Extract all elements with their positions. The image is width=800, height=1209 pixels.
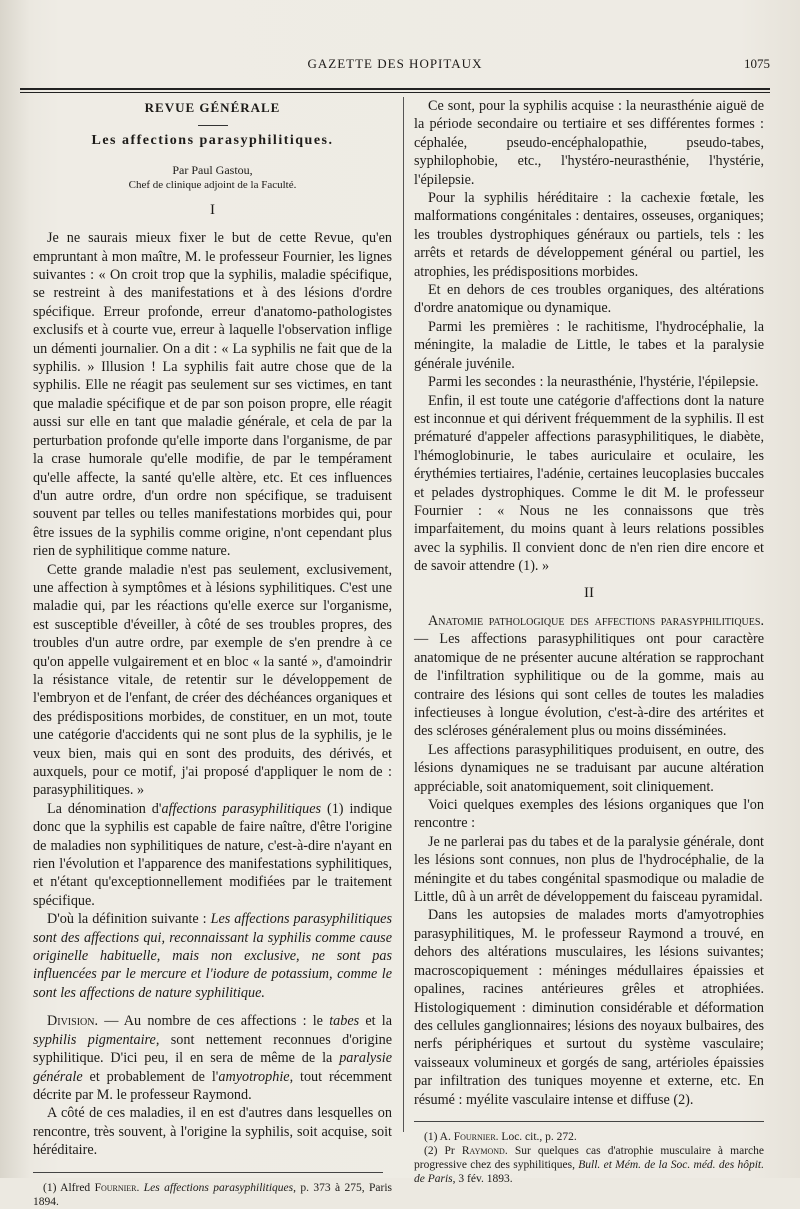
paragraph: Cette grande maladie n'est pas seulement, exclusivement, une affection à symptômes et à lésions syphilitiques. C'est une maladie qui, par les réactions qu'elle exerce sur l'organisme, est susceptible d'éveiller, à côté de ses troubles propres, des troubles d'un autre ordre, par exemple de s'en prendre à ce qu'on appelle vulgairement et en bloc « la santé », d'amoindrir la résistance vitale, de retentir sur le développement de l'embryon et de l'enfant, de créer des déchéances organiques et des prédispositions morbides, de constituer, en un mot, toute une catégorie d'accidents qui ne sont plus de la syphilis, je le veux bien, mais qui en sont des produits, des dérivés, et auxquels, pour ce motif, j'ai proposé d'appliquer le nom de : parasyphilitiques. » [33, 561, 392, 799]
paragraph: Ce sont, pour la syphilis acquise : la neurasthénie aiguë de la période secondaire ou tertiaire et ses différentes formes : céphalée, pseudo-encéphalopathie, pseudo-tabes, syphilophobie, etc., l'hystéro-neurasthénie, l'hystérie, l'épilepsie. [414, 98, 764, 188]
paragraph: Division. — Au nombre de ces affections : le tabes et la syphilis pigmentaire, sont nettement reconnues d'origine syphilitique. D'ici peu, il en sera de même de la paralysie générale et probablement de l'amyotrophie, tout récemment décrite par M. le professeur Raymond. [33, 1013, 392, 1103]
paragraph: Parmi les secondes : la neurasthénie, l'hystérie, l'épilepsie. [428, 374, 759, 391]
journal-title: GAZETTE DES HOPITAUX [307, 56, 483, 71]
paragraph: Parmi les premières : le rachitisme, l'hydrocéphalie, la méningite, la maladie de Little, le tabes et la paralysie générale juvénile. [414, 318, 764, 372]
paragraph: Voici quelques exemples des lésions organiques que l'on rencontre : [414, 797, 764, 832]
paragraph: Et en dehors de ces troubles organiques, des altérations d'ordre anatomique ou dynamique. [414, 282, 764, 317]
footnote-rule [414, 1121, 764, 1122]
short-rule [198, 125, 228, 126]
section-number: II [584, 584, 594, 601]
paragraph: Je ne parlerai pas du tabes et de la paralysie générale, dont les lésions sont connues, non plus de l'hydrocéphalie, de la méningite et du tabes congénital spasmodique ou maladie de Little, dû à un arrêt de développement du faisceau pyramidal. [414, 833, 764, 906]
paragraph: Je ne saurais mieux fixer le but de cette Revue, qu'en empruntant à mon maître, M. le professeur Fournier, les lignes suivantes : « On croit trop que la syphilis, maladie spécifique, se restreint à des manifestations et à des lésions d'ordre spécifique. Erreur profonde, erreur d'anatomo-pathologistes exclusifs et à courte vue, erreur à laquelle l'observation inflige un démenti journalier. On a dit : « La syphilis ne fait que de la syphilis. » Illusion ! La syphilis fait autre chose que de la syphilis. Elle ne réagit pas seulement sur ses victimes, en tant que maladie spécifique et de par son poison propre, elle réagit aussi sur elle en tant que maladie générale, et cela de par la perturbation profonde qu'elle importe dans l'organisme, de par la crase humorale qu'elle modifie, de par le tempérament qu'elle affecte, la santé qu'elle altère, etc. Et ces influences d'un autre ordre, d'un ordre non spécifique, se traduisent souvent par telles ou telles manifestations morbides qui, pour être issues de la syphilis comme origine, n'ont cependant plus rien de syphilitique comme nature. [33, 230, 392, 560]
paragraph: Les affections parasyphilitiques produisent, en outre, des lésions dynamiques ne se traduisant par aucune altération appréciable, soit anatomiquement, soit cliniquement. [414, 741, 764, 795]
page-number: 1075 [744, 56, 770, 71]
header-rule [20, 88, 770, 90]
paragraph: Dans les autopsies de malades morts d'amyotrophies parasyphilitiques, M. le professeur Raymond a trouvé, en dehors des altérations musculaires, les lésions suivantes; macroscopiquement : méninges médullaires épaissies et opalines, racines antérieures grêles et atrophiées. Histologiquement : diminution considérable et déformation des cellules ganglionnaires; lésions des noyaux bulbaires, des nerfs périphériques et surtout du système vasculaire; vaisseaux volumineux et gorgés de sang, artérioles épaissies par infiltration des tuniques moyenne et externe, etc. En résumé : myélite vasculaire intense et diffuse (2). [414, 907, 764, 1108]
section-number: I [210, 201, 215, 218]
paragraph: La dénomination d'affections parasyphilitiques (1) indique donc que la syphilis est capable de faire naître, d'être l'origine de maladies non syphilitiques de nature, c'est-à-dire n'ayant en rien l'évolution et l'apparence des manifestations syphilitiques, et n'étant qu'exceptionnellement modifiées par le traitement spécifique. [33, 800, 393, 909]
header-rule-thin [20, 92, 770, 93]
paragraph: Pour la syphilis héréditaire : la cachexie fœtale, les malformations congénitales : dentaires, osseuses, organiques; les troubles dystrophiques généraux ou partiels, tels : les arrêts et retards de développement général ou partiel, les atrophies, les prédispositions morbides. [414, 190, 764, 280]
footnote-rule [33, 1172, 383, 1173]
paragraph: A côté de ces maladies, il en est d'autres dans lesquelles on rencontre, très souvent, à l'origine la syphilis, soit acquise, soit héréditaire. [33, 1105, 392, 1159]
footnote: (2) Pr Raymond. Sur quelques cas d'atrophie musculaire à marche progressive chez des syphilitiques, Bull. et Mém. de la Soc. méd. des hôpit. de Paris, 3 fév. 1893. [414, 1144, 764, 1185]
page-header [20, 56, 770, 76]
paragraph: Enfin, il est toute une catégorie d'affections dont la nature est inconnue et qui dérivent fréquemment de la syphilis. Il est prématuré d'appeler affections parasyphilitiques, le diabète, l'hémoglobinurie, le tabes auriculaire et oculaire, les érythémies tertiaires, l'adénie, certaines leucoplasies buccales et pelades dystrophiques. Comme le dit M. le professeur Fournier : « Nous ne les connaissons que très imparfaitement, du moins quant à leurs relations possibles avec la syphilis. Il convient donc de n'en rien dire encore et de savoir attendre (1). » [414, 392, 764, 575]
paragraph: D'où la définition suivante : Les affections parasyphilitiques sont des affections qui, reconnaissant la syphilis comme cause originelle habituelle, mais non exclusive, ne sont pas influencées par le mercure et l'iodure de potassium, comme le sont les affections de nature syphilitique. [33, 911, 392, 1001]
rubric-heading: REVUE GÉNÉRALE [144, 100, 281, 115]
footnote: (1) A. Fournier. Loc. cit., p. 272. [424, 1130, 577, 1143]
left-column [33, 97, 392, 1209]
paragraph: Anatomie pathologique des affections parasyphilitiques. — Les affections parasyphilitiques ont pour caractère anatomique de ne présenter aucune altération se rapprochant de l'infiltration syphilitique ou de la gomme, mais au contraire des lésions qui sont celles de toutes les maladies infectieuses à longue évolution, c'est-à-dire des artérites et des scléroses généralement plus ou moins disséminées. [414, 612, 764, 740]
article-title: Les affections parasyphilitiques. [91, 133, 334, 149]
author-line: Par Paul Gastou, [172, 162, 253, 177]
author-title: Chef de clinique adjoint de la Faculté. [128, 178, 297, 191]
footnote: (1) Alfred Fournier. Les affections parasyphilitiques, p. 373 à 275, Paris 1894. [33, 1181, 393, 1208]
right-column [414, 97, 764, 1186]
column-divider [403, 97, 404, 1132]
